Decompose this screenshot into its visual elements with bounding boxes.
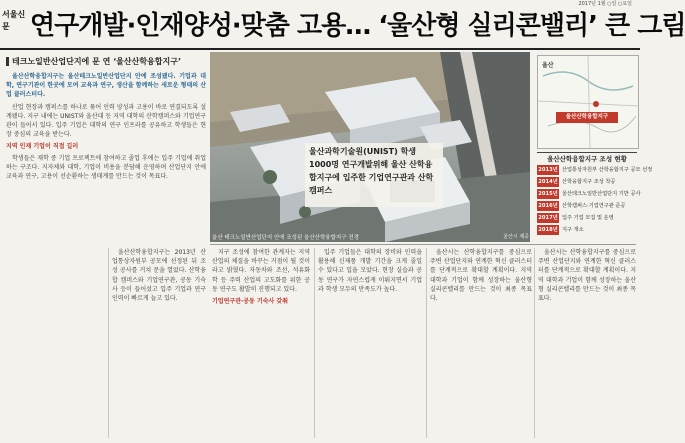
subhead-bar: [6, 57, 9, 66]
headline: 연구개발·인재양성·맞춤 고용… ‘울산형 실리콘밸리’ 큰 그림: [30, 11, 685, 41]
timeline-row: [537, 189, 641, 199]
article-lead: 울산산학융합지구는 울산테크노일반산업단지 안에 조성됐다. 기업과 대학, 연구기관이 한곳에 모여 교육과 연구, 생산을 함께하는 새로운 형태의 산업 클러스터다.: [6, 73, 206, 99]
article-column-2: [112, 248, 206, 438]
photo-overlay-text: 울산과학기술원(UNIST) 학생 1000명 연구개발위해 울산 산학융합지구에 입주한 기업연구관과 산학캠퍼스: [305, 143, 443, 207]
sidebar-title: 울산산학융합지구 조성 현황: [537, 152, 637, 165]
article-subheading: 기업연구관·공동 기숙사 갖춰: [212, 298, 289, 306]
timeline-text: 지구 개소: [562, 227, 584, 233]
subhead: [6, 55, 206, 69]
section-rule: [210, 244, 636, 245]
timeline-year: 2014년: [538, 179, 558, 185]
timeline-row: [537, 165, 653, 175]
column-divider: [314, 248, 315, 438]
timeline-year: 2017년: [538, 215, 558, 221]
article-paragraph: 울산시는 산학융합지구를 중심으로 주변 산업단지와 연계한 혁신 클러스터를 단계적으로 확대할 계획이다. 지역 대학과 기업이 함께 성장하는 울산형 실리콘밸리를 만드는 것이 최종 목표다.: [538, 249, 636, 303]
masthead: 서울신문: [2, 9, 26, 31]
article-paragraph: 입주 기업들은 대학의 장비와 인력을 활용해 신제품 개발 기간을 크게 줄일 수 있다고 입을 모았다. 현장 실습과 공동 연구가 자연스럽게 이뤄지면서 기업과 학생 모두의 만족도가 높다.: [318, 249, 422, 293]
timeline-row: [537, 213, 637, 223]
article-column-3: [212, 248, 310, 438]
timeline-year: 2018년: [538, 227, 558, 233]
map-label: 울산산학융합지구: [565, 114, 609, 120]
timeline-year: 2015년: [538, 191, 558, 197]
article-subheading: 지역 인재 기업이 직접 길러: [6, 143, 79, 151]
article-column-4: [318, 248, 422, 438]
column-divider: [108, 248, 109, 438]
timeline-year: 2013년: [538, 167, 558, 173]
timeline-text: 산학캠퍼스·기업연구관 준공: [562, 203, 626, 209]
photo-credit: 울산시 제공: [503, 234, 529, 240]
timeline-text: 입주 기업 모집 및 운영: [562, 215, 614, 221]
subhead-text: 테크노일반산업단지에 문 연 ‘울산산학융합지구’: [12, 57, 181, 66]
column-divider: [426, 248, 427, 438]
timeline-row: [537, 201, 637, 211]
map-graphic: [538, 56, 638, 148]
article-column-6: [538, 248, 636, 438]
column-divider: [534, 248, 535, 438]
article-column-5: [430, 248, 532, 438]
top-info-text: 2017년 1월 ○일 ○요일: [578, 1, 632, 7]
article-paragraph: 학생들은 재학 중 기업 프로젝트에 참여하고 졸업 후에는 입주 기업에 취업하는 구조다. 지자체와 대학, 기업이 비용을 분담해 운영하며 산업단지 안에 교육과 연구, 고용이 선순환하는 생태계를 만드는 것이 목표다.: [6, 154, 206, 181]
timeline-year: 2016년: [538, 203, 558, 209]
timeline-row: [537, 225, 637, 235]
article-paragraph: 울산산학융합지구는 2013년 산업통상자원부 공모에 선정된 뒤 조성 공사를 거쳐 문을 열었다. 산학융합 캠퍼스와 기업연구관, 공동 기숙사 등이 들어섰고 입주 기업과 연구 인력이 빠르게 늘고 있다.: [112, 249, 206, 303]
article-paragraph: 울산시는 산학융합지구를 중심으로 주변 산업단지와 연계한 혁신 클러스터를 단계적으로 확대할 계획이다. 지역 대학과 기업이 함께 성장하는 울산형 실리콘밸리를 만드는 것이 최종 목표다.: [430, 249, 532, 303]
timeline-text: 울산테크노일반산업단지 기반 공사: [562, 191, 641, 197]
photo-caption: 울산 테크노일반산업단지 안에 조성된 울산산학융합지구 전경: [212, 235, 359, 241]
timeline-text: 산업통상자원부 산학융합지구 공모 선정: [562, 167, 653, 173]
headline-rule: [0, 48, 640, 50]
article-paragraph: 지구 조성에 참여한 관계자는 지역 산업의 체질을 바꾸는 거점이 될 것이라고 밝혔다. 자동차와 조선, 석유화학 등 주력 산업의 고도화를 위한 공동 연구도 활발히 진행되고 있다.: [212, 249, 310, 293]
map-city-label: 울산: [542, 62, 554, 69]
timeline-row: [537, 177, 637, 187]
location-map: [537, 55, 639, 149]
timeline: [537, 165, 653, 239]
article-paragraph: 산업 현장과 캠퍼스를 하나로 묶어 인력 양성과 고용이 바로 연결되도록 설계됐다. 지구 내에는 UNIST와 울산대 등 지역 대학의 산학캠퍼스와 기업연구관이 들어서 있다. 입주 기업은 대학의 연구 인프라를 공유하고 학생들은 현장 중심의 교육을 받는다.: [6, 103, 206, 139]
timeline-text: 산학융합지구 조성 착공: [562, 179, 616, 185]
